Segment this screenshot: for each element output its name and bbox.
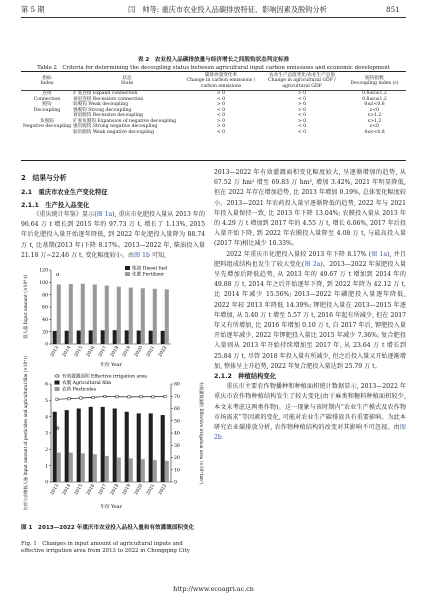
legend-label: 有效灌溉面积 Effective irrigation area: [62, 374, 147, 380]
table-cell: > 0: [297, 102, 307, 108]
y-right-tick-label: 70: [174, 394, 180, 400]
y-axis-label-b-right: 有效灌溉面积 Effective irrigation area (×10⁴ hm²): [199, 381, 204, 485]
bar-a: [149, 413, 153, 482]
y-tick-label: 2: [45, 447, 48, 453]
x-tick-label: 2018: [110, 345, 121, 359]
header-index: 指标 Index: [40, 75, 54, 87]
y-right-tick-label: 80: [174, 382, 180, 388]
legend-marker: [56, 375, 58, 377]
bar-a: [89, 407, 93, 482]
y-tick-label: 1: [45, 464, 48, 470]
bar-a: [113, 409, 117, 483]
irrigation-point: [56, 398, 58, 400]
planting-structure-heading: 2.1.2 种植结构变化: [214, 373, 277, 381]
table-cell: 扩张负脱钩 Expansion of negative decoupling: [73, 118, 177, 124]
legend-swatch: [55, 381, 60, 385]
table-cell: 0≤ε<0.8: [364, 102, 385, 108]
x-tick-label: 2013: [50, 345, 61, 359]
y-tick-label: 20: [42, 330, 48, 336]
bar-a: [89, 330, 93, 344]
irrigation-point: [140, 396, 142, 398]
fig-ref-1b[interactable]: 图 1b: [134, 251, 150, 259]
table-cell: < 0: [216, 129, 226, 135]
irrigation-point: [92, 396, 94, 398]
x-tick-label: 2014: [62, 345, 73, 359]
bar-b: [117, 458, 121, 483]
table-body: [21, 91, 406, 136]
header-gdp-change: 农业生产总值变化/农业生产总值 Change in agricultural GDP / agricultural GDP: [268, 73, 336, 89]
table-cell: > 0: [297, 118, 307, 124]
y-axis-label-b-left: 农药与农膜投入量 Input amount of pesticides and agricultural film (×10⁴ t): [23, 355, 28, 511]
bar-b: [165, 461, 169, 482]
bar-b: [105, 456, 109, 482]
section-heading-results: 2 结果与分析: [21, 174, 67, 182]
panel-label-a: a: [56, 272, 60, 278]
x-tick-label: 2020: [134, 483, 145, 497]
legend-swatch: [125, 266, 130, 270]
irrigation-point: [68, 398, 70, 400]
x-tick-label: 2015: [74, 345, 85, 359]
bar-b: [117, 287, 121, 344]
table-cell: ε>1.2: [367, 113, 382, 119]
bar-b: [129, 458, 133, 482]
y-tick-label: 120: [39, 268, 48, 274]
fig1-caption-cn: 图 1 2013—2022 年重庆市农业投入品投入量和有效灌溉面积变化: [21, 525, 195, 531]
fig-ref-1a-right[interactable]: 图 1a: [371, 250, 388, 258]
header-decoupling-index: 脱钩指数 Decoupling index (ε): [350, 75, 399, 87]
table-cell: 弱脱钩 Weak decoupling: [73, 102, 129, 108]
y-tick-label: 0: [45, 342, 48, 348]
right-paragraph-1: 2013—2022 年有效灌溉面积变化幅度较大, 呈逐渐增加的趋势, 从 67.52 万 hm² 增至 69.83 万 hm², 增加 3.42%, 2021 年明显降低, 但在 2022 年存在增加趋势, 比 2013 年增加 0.19%, 总体变化幅度较小。2013—2021 年农药投入量呈逐渐降低的趋势, 2022 年与 2021 年投入量保持一致, 比 2013 年下降 13.04%; 农膜投入量从 2013 年的 4.29 万 t 增加到 2017 年的 4.55 万 t, 增长 6.06%, 2017 年后投入量开始下降, 到 2022 年农膜投入量降至 4.08 万 t, 与最高投入量(2017 年)相比减少 10.33%。: [214, 169, 406, 248]
footer-url[interactable]: http://www.ecoagri.ac.cn: [173, 585, 254, 593]
table-cell: 扩张连接 Expand connection: [73, 91, 138, 97]
legend-label: 化肥 Fertilizer: [132, 272, 165, 278]
x-tick-label: 2022: [158, 345, 169, 359]
legend-swatch: [125, 272, 130, 276]
y-tick-label: 6: [45, 382, 48, 388]
y-right-tick-label: 40: [174, 431, 180, 437]
decoupling-criteria-table: [21, 71, 406, 135]
x-tick-label: 2014: [62, 483, 73, 497]
table-header-row: [21, 72, 406, 91]
subsection-heading: 2.1 重庆市农业生产变化特征: [21, 189, 108, 196]
table-cell: [21, 130, 73, 136]
x-tick-label: 2020: [134, 345, 145, 359]
table-cell: 强负脱钩 Strong negative decoupling: [73, 124, 158, 130]
legend-label: 农药 Pesticides: [62, 387, 96, 393]
bar-b: [57, 453, 61, 482]
bar-b: [81, 284, 85, 344]
irrigation-line: [57, 396, 165, 399]
table-cell: ε<0: [369, 124, 380, 130]
table-cell: < 0: [297, 113, 307, 119]
bar-a: [77, 409, 81, 483]
bar-b: [93, 284, 97, 344]
table-cell: < 0: [216, 107, 226, 113]
table-cell: > 0: [216, 102, 226, 108]
y-axis-label-a: 投入量 Input amount (×10⁴ t): [24, 275, 29, 339]
legend-label: 农膜 Agricultural film: [62, 381, 112, 387]
bar-a: [65, 410, 69, 482]
figure-1-charts: [21, 260, 205, 522]
table-cell: Decoupling: [33, 107, 61, 113]
y-tick-label: 0: [45, 480, 48, 486]
y-tick-label: 80: [42, 293, 48, 299]
table-cell: < 0: [297, 96, 307, 102]
table-cell: < 0: [216, 113, 226, 119]
legend-swatch: [55, 387, 60, 391]
y-right-tick-label: 30: [174, 443, 180, 449]
table-cell: ε>1.2: [367, 118, 382, 124]
x-tick-label: 2018: [110, 483, 121, 497]
table-cell: < 0: [297, 124, 307, 130]
table-cell: 弱负脱钩 Weak negative decoupling: [73, 129, 155, 135]
bar-a: [101, 407, 105, 482]
x-tick-label: 2021: [146, 483, 157, 497]
subsubsection-heading: 2.1.1 生产投入品变化: [21, 202, 90, 209]
x-tick-label: 2016: [86, 345, 97, 359]
table-cell: 强脱钩 Strong decoupling: [73, 107, 132, 113]
table-cell: < 0: [216, 96, 226, 102]
table-row: [21, 130, 406, 136]
bar-a: [77, 331, 81, 344]
table2-caption-en: Table 2 Criteria for determining the decoupling status between agricultural input carbon emissions and economic development: [37, 65, 390, 71]
table-cell: > 0: [216, 91, 226, 97]
page-number: 851: [386, 5, 400, 14]
legend-label: 柴油 Diesel fuel: [132, 266, 168, 272]
x-tick-label: 2017: [98, 483, 109, 497]
table-cell: > 0: [297, 91, 307, 97]
y-tick-label: 4: [45, 415, 48, 421]
header-carbon-change: 碳排放量变化率 Change in carbon emissions / carbon emissions: [186, 73, 256, 89]
bar-b: [141, 288, 145, 344]
table-cell: 衰退连接 Recession connection: [73, 96, 144, 102]
y-tick-label: 100: [39, 280, 48, 286]
x-tick-label: 2016: [86, 483, 97, 497]
table-cell: Negative decoupling: [22, 124, 72, 130]
table-cell: 脱钩: [42, 102, 52, 108]
x-axis-label-b: 年份 Year: [100, 505, 122, 510]
bar-b: [105, 286, 109, 344]
bar-b: [69, 284, 73, 344]
right-paragraph-3: 重庆市主要农作物播种和种植面积统计数据显示, 2013—2022 年重庆市农作物种植结构发生了较大变化(由于麻类和糖料种植面积较少, 本文未考虑这两类作物)。这一现象与该时期内“农业生产模式及农作物市场需求”等因素的变化, 可能对农业生产碳排放具有重要影响。为此本研究农业碳排放分析, 农作物种植结构的改变对其影响不可忽视。由图 2b: [214, 383, 406, 442]
header-rule: [21, 17, 406, 18]
irrigation-point: [152, 396, 154, 398]
bar-a: [137, 413, 141, 482]
left-paragraph: 《重庆统计年鉴》显示(图 1a), 重庆市化肥投入量从 2013 年的 96.64 万 t 增长到 2015 年的 97.73 万 t, 增长了 1.13%, 2015 年后化肥投入量开始逐年降低, 到 2022 年化肥投入量降为 88.74 万 t, 比基期(2013 年)下降 8.17%。2013—2022 年, 柴油投入量 21.18 万~22.46 万 t, 变化幅度较小。由图 1b 可知,: [21, 211, 205, 259]
y-right-tick-label: 60: [174, 407, 180, 413]
irrigation-point: [80, 397, 82, 399]
bar-a: [125, 330, 129, 344]
x-axis-label-a: 年份 Year: [100, 363, 122, 368]
bar-a: [101, 330, 105, 344]
bar-a: [161, 331, 165, 344]
bar-b: [69, 453, 73, 482]
table-cell: < 0: [297, 129, 307, 135]
fig1-caption-en: Fig. 1 Changes in input amount of agricultural inputs and effective irrigation area from 2013 to 2022 in Chongqing City: [21, 541, 190, 554]
table2-caption-cn: 表 2 农业投入品碳排放量与经济增长之间脱钩状态判定标准: [137, 57, 290, 63]
running-title: 闫 帅等: 重庆市农业投入品碳排放特征、影响因素及脱钩分析: [128, 5, 327, 14]
irrigation-point: [164, 395, 166, 397]
irrigation-point: [116, 396, 118, 398]
y-right-tick-label: 10: [174, 468, 180, 474]
y-tick-label: 3: [45, 431, 48, 437]
table-cell: 0≤ε<0.8: [364, 129, 385, 135]
header-state: 状态 State: [120, 75, 134, 87]
table-cell: 0.8≤ε≤1.2: [362, 96, 387, 102]
fig-ref-1a[interactable]: 图 1a: [96, 211, 113, 218]
y-tick-label: 60: [42, 305, 48, 311]
y-right-tick-label: 20: [174, 456, 180, 462]
table-cell: > 0: [216, 124, 226, 130]
bar-b: [81, 453, 85, 482]
table-cell: > 0: [297, 107, 307, 113]
fig-ref-2a[interactable]: 图 2a: [304, 260, 321, 268]
right-column-text: [214, 168, 406, 443]
journal-issue: 第 5 期: [21, 5, 45, 14]
x-tick-label: 2022: [158, 483, 169, 497]
y-tick-label: 5: [45, 398, 48, 404]
bar-b: [93, 454, 97, 482]
bar-a: [53, 412, 57, 482]
bar-a: [53, 331, 57, 344]
x-tick-label: 2019: [122, 483, 133, 497]
right-paragraph-2: 2022 年重庆市化肥投入量较 2013 年下降 8.17% (图 1a), 并且肥料组成结构也发生了较大变化(图 2a)。2013—2022 年氮肥投入量呈先增加后降低趋势, 从 2013 年的 49.67 万 t 增加到 2014 年的 49.88 万 t, 2014 年之后开始逐年下降, 到 2022 年降为 42.12 万 t, 比 2014 年减少 15.56%; 2013—2022 年磷肥投入量逐年降低, 2022 年较 2013 年降低 14.39%; 钾肥投入量在 2013—2015 年逐年增加, 从 5.40 万 t 增至 5.57 万 t, 2016 年起有所减少, 但在 2017 年又有所增加, 比 2016 年增加 0.10 万 t, 自 2017 年后, 钾肥投入量开始逐年减少, 2022 年钾肥投入量比 2015 年减少 7.36%; 复合肥投入量则从 2013 年开始持续增加至 2017 年, 从 23.64 万 t 增长到 25.84 万 t, 尽管 2018 年投入量有所减少, 但之后投入量又开始逐渐增加, 整体呈上升趋势, 2022 年复合肥投入量达到 25.79 万 t。: [214, 250, 407, 370]
x-tick-label: 2019: [122, 345, 133, 359]
y-tick-label: 40: [42, 317, 48, 323]
x-tick-label: 2013: [50, 483, 61, 497]
panel-label-b: b: [56, 426, 60, 432]
table-bottom-rule: [21, 160, 406, 161]
bar-a: [149, 331, 153, 344]
x-tick-label: 2015: [74, 483, 85, 497]
table-cell: > 0: [216, 118, 226, 124]
bar-b: [57, 284, 61, 344]
table-cell: 0.8≤ε≤1.2: [362, 91, 387, 97]
bar-b: [153, 460, 157, 482]
bar-b: [129, 288, 133, 344]
y-right-tick-label: 0: [174, 480, 177, 486]
bar-a: [65, 331, 69, 344]
table-cell: 负脱钩: [40, 118, 54, 124]
table-cell: 衰退脱钩 Recessive decoupling: [73, 113, 143, 119]
fig-ref-2b[interactable]: 图 2b: [214, 424, 406, 442]
bar-b: [165, 289, 169, 344]
table-cell: Connection: [33, 96, 61, 102]
bar-a: [113, 330, 117, 344]
bar-b: [153, 289, 157, 344]
bar-a: [161, 415, 165, 482]
bar-a: [137, 331, 141, 344]
x-tick-label: 2021: [146, 345, 157, 359]
irrigation-point: [104, 395, 106, 397]
table-cell: ε<0: [369, 107, 380, 113]
irrigation-point: [128, 396, 130, 398]
bar-a: [125, 412, 129, 482]
bar-b: [141, 459, 145, 482]
x-tick-label: 2017: [98, 345, 109, 359]
y-right-tick-label: 50: [174, 419, 180, 425]
table-cell: 连接: [42, 91, 52, 97]
